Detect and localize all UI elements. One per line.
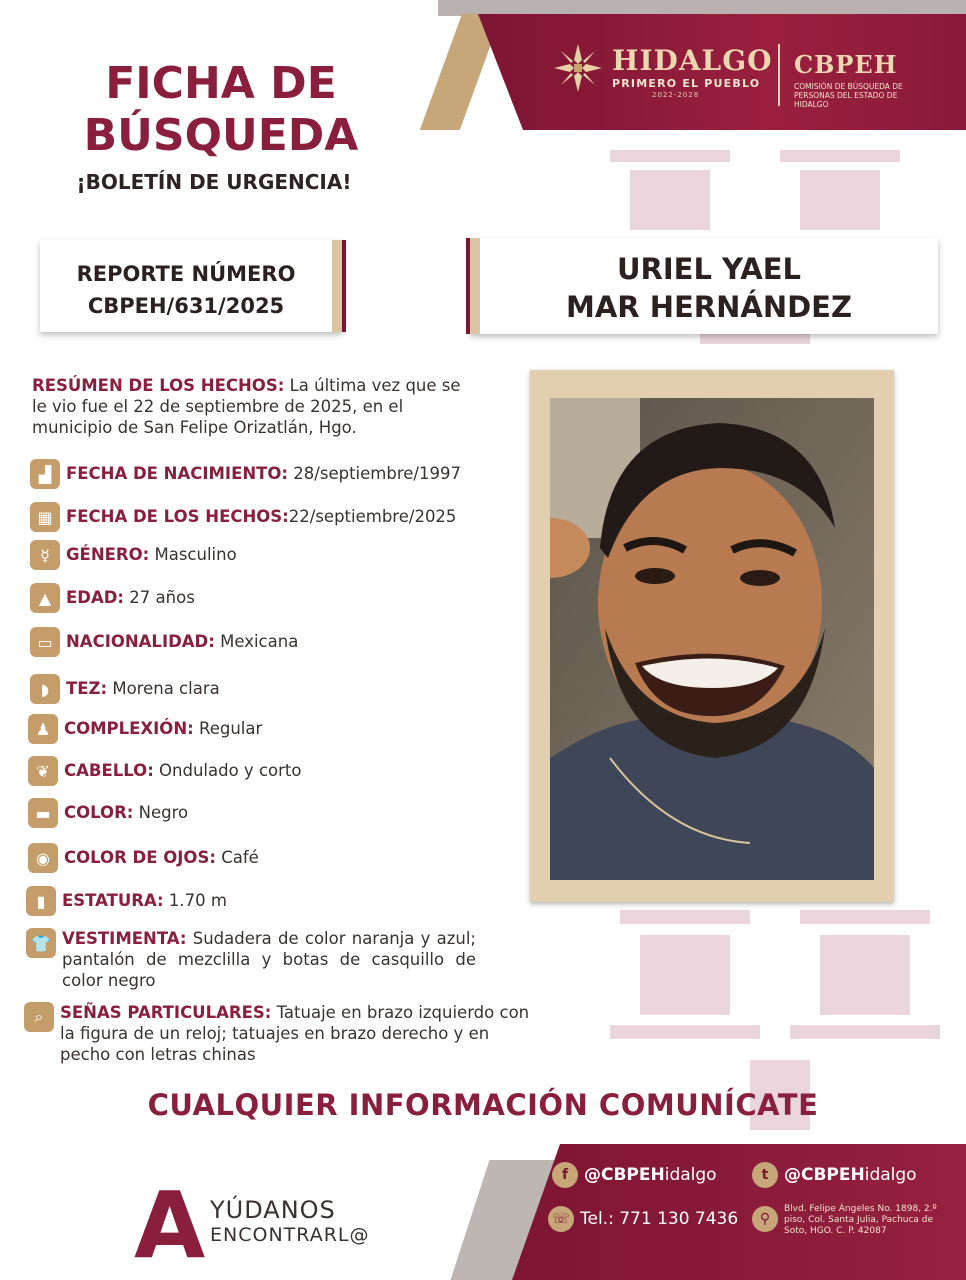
facebook-handle-bold: @CBPEH [584,1165,665,1185]
title-line-2: BÚSQUEDA [83,110,359,161]
detail-color [28,798,188,828]
hair-value: Ondulado y corto [159,761,302,780]
age-label: EDAD: [66,588,125,607]
person-name-line-2: MAR HERNÁNDEZ [565,290,853,324]
marks-value: Tatuaje en brazo izquierdo con la figura de un reloj; tatuajes en brazo derecho y en pecho con letras chinas [60,1003,530,1064]
facebook-icon: f [552,1162,578,1188]
title-line-1: FICHA DE [105,58,337,109]
person-photo [550,398,874,880]
location-pin [752,1206,784,1232]
height-label: ESTATURA: [62,891,164,910]
skin-label: TEZ: [66,679,108,698]
magnifier-icon: ⌕ [24,1002,54,1032]
detail-clothing [26,928,476,991]
gender-icon: ☿ [30,540,60,570]
brand-letter-a: A [134,1172,206,1279]
color-icon: ▬ [28,798,58,828]
summary-text: La última vez que se le vio fue el 22 de septiembre de 2025, en el municipio de San Felipe Orizatlán, Hgo. [32,376,461,437]
birth-date-label: FECHA DE NACIMIENTO: [66,464,289,483]
id-card-icon: ▭ [30,627,60,657]
detail-eye-color [28,843,259,873]
address-text: Blvd. Felipe Ángeles No. 1898, 2.º piso, Col. Santa Julia, Pachuca de Soto, HGO. C. P. 42087 [784,1204,937,1236]
height-icon: ▮ [26,886,56,916]
phone-number: Tel.: 771 130 7436 [580,1209,739,1229]
photo-frame [530,370,894,902]
detail-event-date [30,502,456,532]
body-icon: ♟ [28,714,58,744]
event-date-label: FECHA DE LOS HECHOS: [66,507,289,526]
birth-date-value: 28/septiembre/1997 [293,464,461,483]
report-number-box [40,240,342,332]
logo-years: 2022-2028 [652,91,700,99]
phone-contact[interactable] [548,1206,738,1232]
banner-gray-strip [438,0,966,16]
eye-icon: ◉ [28,843,58,873]
detail-skin [30,674,220,704]
urgency-subtitle: ¡BOLETÍN DE URGENCIA! [76,170,352,194]
build-value: Regular [198,719,263,738]
detail-gender [30,540,237,570]
summary-label: RESÚMEN DE LOS HECHOS: [32,376,285,395]
logo-cbpeh-text: CBPEH [794,50,898,79]
color-label: COLOR: [64,803,134,822]
logo-cbpeh-subtitle: COMISIÓN DE BÚSQUEDA DE PERSONAS DEL ESTADO DE HIDALGO [794,82,903,109]
height-value: 1.70 m [168,891,227,910]
calendar-icon: ▦ [30,502,60,532]
page-title [66,58,376,162]
birthday-cake-icon: ▟ [30,459,60,489]
hair-icon: ❦ [28,756,58,786]
report-number: CBPEH/631/2025 [87,294,285,318]
person-photo-illustration [550,398,874,880]
detail-build [28,714,262,744]
detail-age [30,583,195,613]
person-name-box [470,238,938,334]
build-label: COMPLEXIÓN: [64,719,194,738]
shirt-icon: 👕 [26,928,56,958]
hidalgo-star-logo-icon [552,42,604,94]
logo-tagline: PRIMERO EL PUEBLO [612,77,761,90]
detail-hair [28,756,301,786]
clothing-value: Sudadera de color naranja y azul; pantalón de mezclilla y botas de casquillo de color negro [62,929,476,990]
marks-label: SEÑAS PARTICULARES: [60,1003,272,1022]
color-value: Negro [138,803,189,822]
person-name-line-1: URIEL YAEL [616,252,801,286]
skin-value: Morena clara [112,679,220,698]
clothing-label: VESTIMENTA: [62,929,187,948]
gender-label: GÉNERO: [66,545,150,564]
twitter-handle-bold: @CBPEH [784,1165,865,1185]
nationality-label: NACIONALIDAD: [66,632,215,651]
detail-height [26,886,227,916]
detail-distinguishing-marks [24,1002,540,1065]
facebook-handle[interactable] [552,1162,717,1188]
phone-icon: ☏ [548,1206,574,1232]
twitter-handle-rest: idalgo [864,1165,917,1185]
age-value: 27 años [129,588,195,607]
skin-tone-icon: ◗ [30,674,60,704]
logo-divider [778,44,780,106]
twitter-handle[interactable] [752,1162,917,1188]
report-label: REPORTE NÚMERO [76,262,296,286]
eye-color-label: COLOR DE OJOS: [64,848,216,867]
location-icon: ⚲ [752,1206,778,1232]
brand-line-2: ENCONTRARL@ [210,1224,370,1246]
nationality-value: Mexicana [220,632,299,651]
call-to-action: CUALQUIER INFORMACIÓN COMUNÍCATE [147,1088,819,1122]
twitter-icon: t [752,1162,778,1188]
event-date-value: 22/septiembre/2025 [288,507,457,526]
summary-section [32,375,464,438]
age-icon: ▲ [30,583,60,613]
gender-value: Masculino [154,545,237,564]
hair-label: CABELLO: [64,761,154,780]
eye-color-value: Café [221,848,259,867]
brand-line-1: YÚDANOS [210,1196,336,1224]
detail-nationality [30,627,298,657]
detail-birth-date [30,459,461,489]
facebook-handle-rest: idalgo [664,1165,717,1185]
logo-hidalgo-text: HIDALGO [612,44,773,77]
